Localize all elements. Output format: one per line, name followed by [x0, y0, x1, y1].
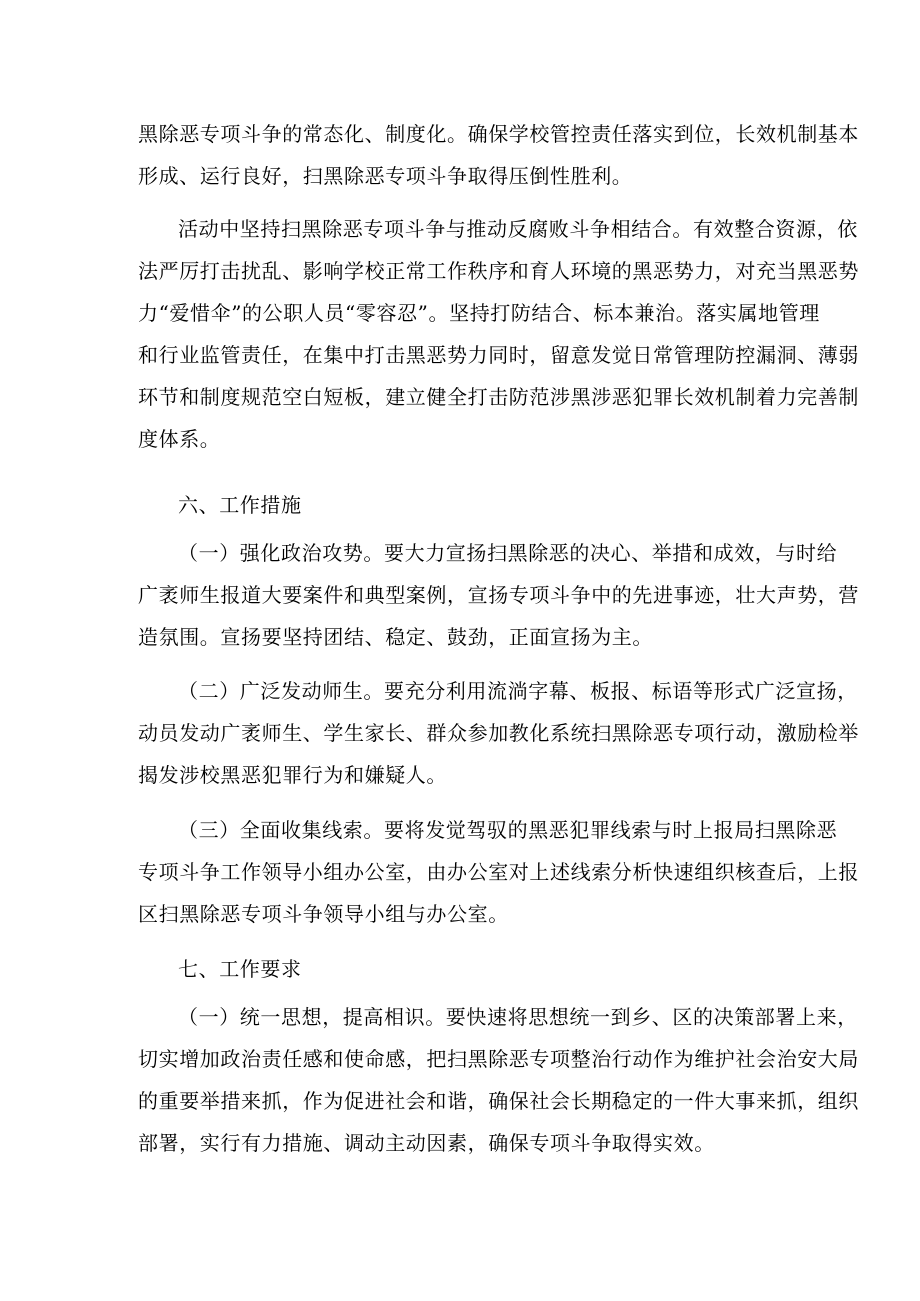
section-heading-work-requirements — [138, 948, 788, 990]
text-line: 区扫黑除恶专项斗争领导小组与办公室。 — [138, 902, 509, 926]
text-line: 黑除恶专项斗争的常态化、制度化。确保学校管控责任落实到位，长效机制基本 — [138, 122, 859, 146]
text-line: 部署，实行有力措施、调动主动因素，确保专项斗争取得实效。 — [138, 1131, 715, 1155]
text-line: （二）广泛发动师生。要充分利用流淌字幕、板报、标语等形式广泛宣扬， — [178, 679, 858, 703]
text-line: 环节和制度规范空白短板，建立健全打击防范涉黑涉恶犯罪长效机制着力完善制 — [138, 385, 859, 409]
text-line: 动员发动广袤师生、学生家长、群众参加教化系统扫黑除恶专项行动，激励检举 — [138, 721, 859, 745]
text-line: 力“爱惜伞”的公职人员“零容忍”。坚持打防结合、标本兼治。落实属地管理 — [138, 301, 820, 325]
text-line: （三）全面收集线索。要将发觉驾驭的黑恶犯罪线索与时上报局扫黑除恶 — [178, 818, 838, 842]
text-line: 揭发涉校黑恶犯罪行为和嫌疑人。 — [138, 763, 447, 787]
text-line: 的重要举措来抓，作为促进社会和谐，确保社会长期稳定的一件大事来抓，组织 — [138, 1089, 859, 1113]
text-line: 和行业监管责任，在集中打击黑恶势力同时，留意发觉日常管理防控漏洞、薄弱 — [138, 343, 859, 367]
text-line: 法严厉打击扰乱、影响学校正常工作秩序和育人环境的黑恶势力，对充当黑恶势 — [138, 259, 859, 283]
text-line: （一）统一思想，提高相识。要快速将思想统一到乡、区的决策部署上来， — [178, 1005, 858, 1029]
paragraph-measure-3 — [138, 809, 859, 935]
paragraph-measure-2 — [138, 670, 859, 796]
paragraph-continuation — [138, 113, 859, 197]
paragraph-anti-corruption — [138, 208, 859, 460]
text-line: 形成、运行良好，扫黑除恶专项斗争取得压倒性胜利。 — [138, 164, 633, 188]
text-line: 专项斗争工作领导小组办公室，由办公室对上述线索分析快速组织核查后，上报 — [138, 860, 859, 884]
heading-text: 六、工作措施 — [178, 493, 302, 517]
text-line: 切实增加政治责任感和使命感，把扫黑除恶专项整治行动作为维护社会治安大局 — [138, 1047, 859, 1071]
text-line: 造氛围。宣扬要坚持团结、稳定、鼓劲，正面宣扬为主。 — [138, 625, 653, 649]
text-line: （一）强化政治攻势。要大力宣扬扫黑除恶的决心、举措和成效，与时给 — [178, 541, 838, 565]
heading-text: 七、工作要求 — [178, 957, 302, 981]
text-line: 度体系。 — [138, 427, 221, 451]
text-line: 广袤师生报道大要案件和典型案例，宣扬专项斗争中的先进事迹，壮大声势，营 — [138, 583, 859, 607]
paragraph-requirement-1 — [138, 996, 859, 1164]
section-heading-work-measures — [138, 484, 788, 526]
text-line: 活动中坚持扫黑除恶专项斗争与推动反腐败斗争相结合。有效整合资源，依 — [178, 217, 858, 241]
paragraph-measure-1 — [138, 532, 859, 658]
